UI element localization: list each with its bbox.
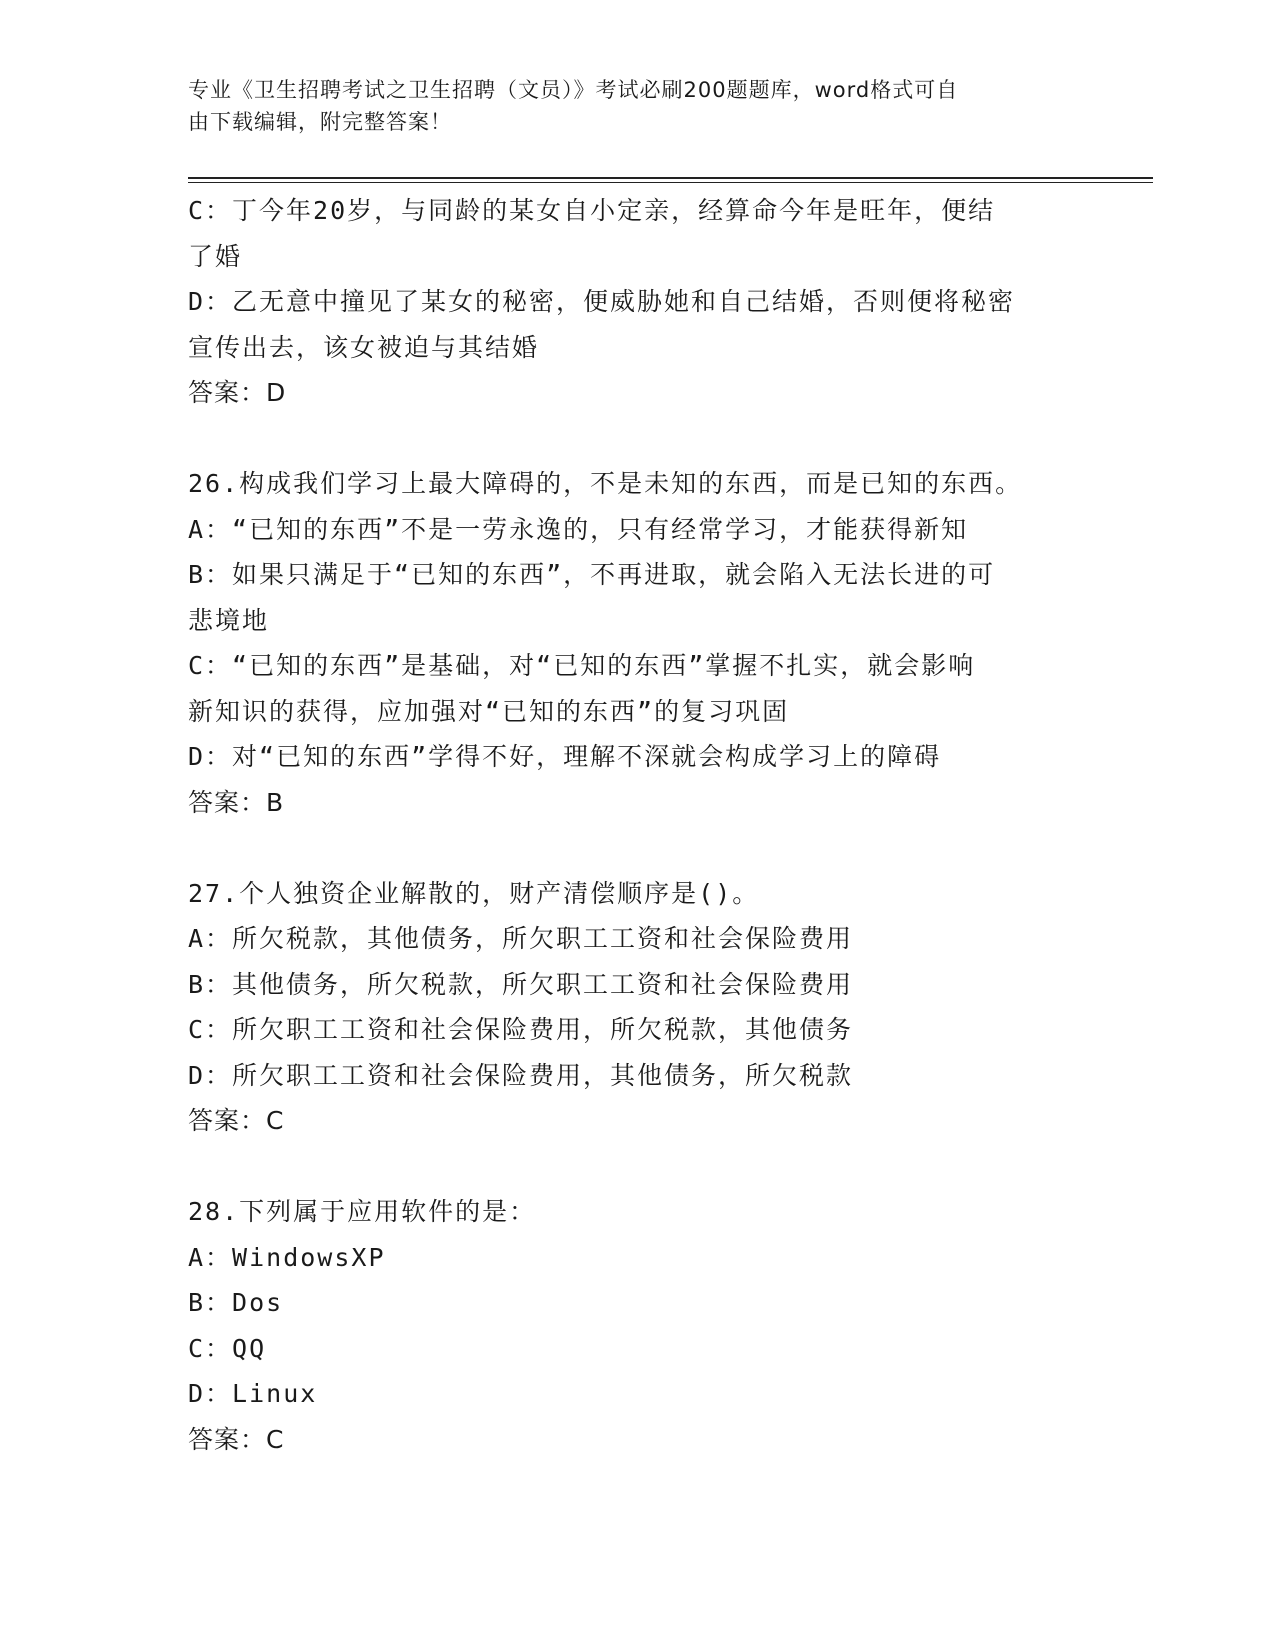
option-d: D：所欠职工工资和社会保险费用，其他债务，所欠税款 [188,1060,854,1090]
option-b: B：Dos [188,1288,284,1317]
question-stem: 28.下列属于应用软件的是： [188,1197,537,1226]
option-c: 新知识的获得，应加强对“已知的东西”的复习巩固 [188,696,790,726]
spacer [188,416,1088,462]
option-a: A：所欠税款，其他债务，所欠职工工资和社会保险费用 [188,924,854,953]
header-line: 专业《卫生招聘考试之卫生招聘（文员）》考试必刷200题题库，word格式可自 [188,78,959,102]
option-d: 宣传出去，该女被迫与其结婚 [188,332,540,362]
spacer [188,1144,1088,1190]
option-c: C：丁今年20岁，与同龄的某女自小定亲，经算命今年是旺年，便结 [188,196,996,225]
option-b: 悲境地 [188,605,270,635]
question-28 [188,1189,1088,1462]
question-25 [188,188,1088,416]
header-rule [188,177,1153,179]
question-stem: 27.个人独资企业解散的，财产清偿顺序是()。 [188,878,760,908]
option-d: D：乙无意中撞见了某女的秘密，便威胁她和自己结婚，否则便将秘密 [188,287,1016,316]
answer: 答案：D [188,378,287,407]
spacer [188,825,1088,871]
page-header [188,74,1068,138]
question-stem: 26.构成我们学习上最大障碍的，不是未知的东西，而是已知的东西。 [188,469,1023,498]
header-rule [188,182,1153,183]
answer: 答案：C [188,1424,285,1454]
question-list [188,188,1088,1462]
option-c: C：所欠职工工资和社会保险费用，所欠税款，其他债务 [188,1015,854,1044]
option-c: C：QQ [188,1333,267,1363]
answer: 答案：C [188,1106,285,1135]
answer: 答案：B [188,787,285,817]
option-d: D：Linux [188,1379,318,1408]
option-a: A：WindowsXP [188,1242,386,1272]
option-c: 了婚 [188,241,243,271]
option-c: C：“已知的东西”是基础，对“已知的东西”掌握不扎实，就会影响 [188,651,976,680]
option-b: B：其他债务，所欠税款，所欠职工工资和社会保险费用 [188,969,854,999]
question-26 [188,461,1088,825]
header-line: 由下载编辑，附完整答案！ [188,110,452,134]
question-27 [188,871,1088,1144]
option-a: A：“已知的东西”不是一劳永逸的，只有经常学习，才能获得新知 [188,514,969,544]
option-b: B：如果只满足于“已知的东西”，不再进取，就会陷入无法长进的可 [188,560,996,589]
option-d: D：对“已知的东西”学得不好，理解不深就会构成学习上的障碍 [188,742,942,771]
